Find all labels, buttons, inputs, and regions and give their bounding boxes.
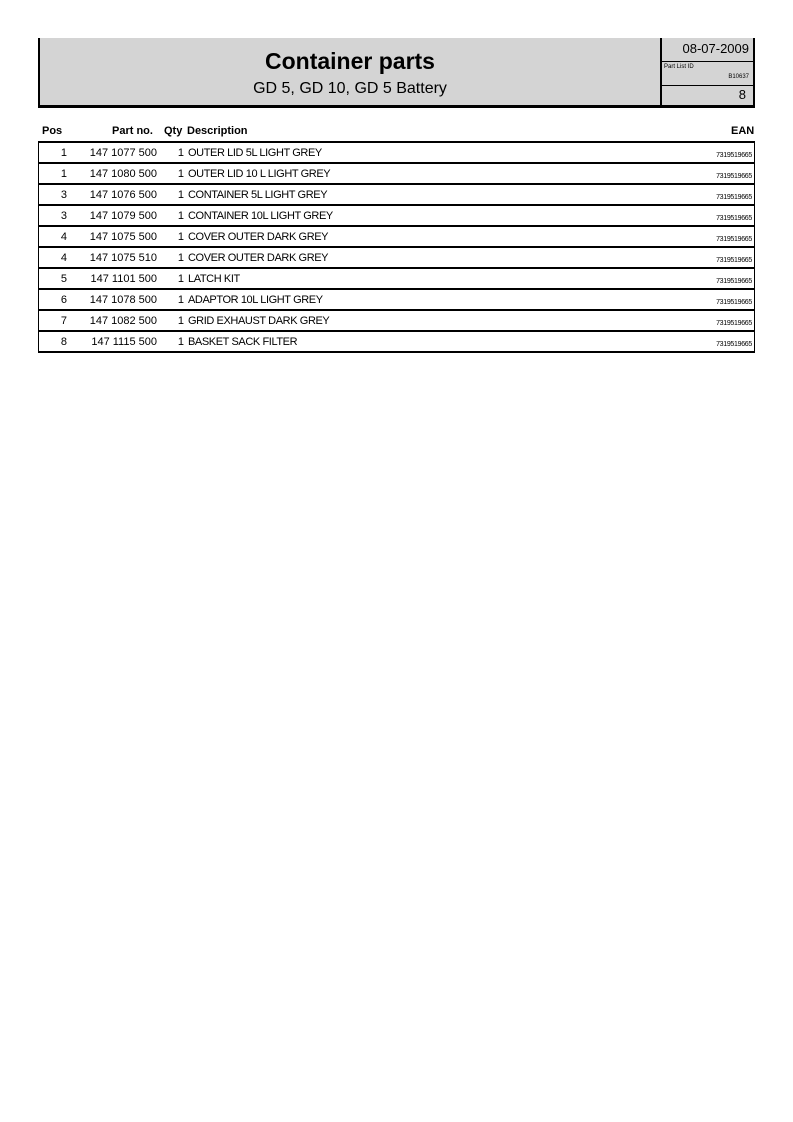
cell-pos: 8 bbox=[60, 336, 67, 348]
document-title: Container parts bbox=[265, 48, 435, 74]
cell-description: BASKET SACK FILTER bbox=[188, 336, 298, 348]
page-number: 8 bbox=[738, 87, 746, 102]
document-subtitle: GD 5, GD 10, GD 5 Battery bbox=[253, 80, 447, 97]
table-row bbox=[38, 206, 755, 227]
cell-description: CONTAINER 10L LIGHT GREY bbox=[188, 210, 333, 222]
title-area bbox=[40, 38, 660, 105]
cell-part-no: 147 1075 500 bbox=[89, 231, 157, 243]
cell-part-no: 147 1115 500 bbox=[91, 336, 157, 348]
table-row bbox=[38, 227, 755, 248]
cell-qty: 1 bbox=[177, 252, 184, 264]
table-row bbox=[38, 185, 755, 206]
document-meta bbox=[660, 38, 755, 105]
cell-part-no: 147 1082 500 bbox=[89, 315, 157, 327]
cell-description: COVER OUTER DARK GREY bbox=[188, 252, 329, 264]
cell-pos: 3 bbox=[60, 189, 67, 201]
cell-ean: 7319519665 bbox=[716, 173, 752, 180]
document-header bbox=[38, 38, 755, 108]
cell-ean: 7319519665 bbox=[716, 215, 752, 222]
cell-ean: 7319519665 bbox=[716, 152, 752, 159]
cell-ean: 7319519665 bbox=[716, 278, 752, 285]
cell-pos: 5 bbox=[60, 273, 67, 285]
cell-pos: 3 bbox=[60, 210, 67, 222]
cell-ean: 7319519665 bbox=[716, 236, 752, 243]
cell-ean: 7319519665 bbox=[716, 320, 752, 327]
cell-part-no: 147 1076 500 bbox=[89, 189, 157, 201]
cell-qty: 1 bbox=[177, 189, 184, 201]
column-header-ean: EAN bbox=[731, 125, 755, 137]
cell-pos: 4 bbox=[60, 252, 67, 264]
cell-pos: 7 bbox=[60, 315, 67, 327]
table-row bbox=[38, 248, 755, 269]
cell-part-no: 147 1101 500 bbox=[90, 273, 157, 285]
cell-description: ADAPTOR 10L LIGHT GREY bbox=[188, 294, 323, 306]
part-list-id-label: Part List ID bbox=[664, 64, 694, 70]
cell-part-no: 147 1075 510 bbox=[89, 252, 157, 264]
cell-qty: 1 bbox=[177, 273, 184, 285]
cell-part-no: 147 1077 500 bbox=[89, 147, 157, 159]
column-header-part-no: Part no. bbox=[112, 125, 153, 137]
part-list-id-value: B10637 bbox=[728, 74, 749, 80]
cell-qty: 1 bbox=[177, 210, 184, 222]
table-row bbox=[38, 332, 755, 353]
cell-ean: 7319519665 bbox=[716, 257, 752, 264]
cell-description: OUTER LID 5L LIGHT GREY bbox=[188, 147, 322, 159]
cell-ean: 7319519665 bbox=[716, 341, 752, 348]
parts-table bbox=[38, 143, 755, 353]
cell-description: LATCH KIT bbox=[188, 273, 240, 285]
table-row bbox=[38, 290, 755, 311]
cell-description: OUTER LID 10 L LIGHT GREY bbox=[188, 168, 331, 180]
cell-qty: 1 bbox=[177, 168, 184, 180]
column-header-description: Description bbox=[187, 125, 248, 137]
cell-qty: 1 bbox=[177, 231, 184, 243]
table-row bbox=[38, 143, 755, 164]
column-header-pos: Pos bbox=[42, 125, 63, 137]
cell-ean: 7319519665 bbox=[716, 299, 752, 306]
part-list-id-box bbox=[662, 61, 755, 86]
document-date: 08-07-2009 bbox=[682, 41, 749, 56]
cell-part-no: 147 1078 500 bbox=[89, 294, 157, 306]
cell-pos: 6 bbox=[60, 294, 67, 306]
cell-description: GRID EXHAUST DARK GREY bbox=[188, 315, 330, 327]
cell-part-no: 147 1079 500 bbox=[89, 210, 157, 222]
cell-ean: 7319519665 bbox=[716, 194, 752, 201]
cell-description: COVER OUTER DARK GREY bbox=[188, 231, 329, 243]
cell-qty: 1 bbox=[177, 336, 184, 348]
table-row bbox=[38, 164, 755, 185]
table-row bbox=[38, 311, 755, 332]
cell-qty: 1 bbox=[177, 294, 184, 306]
cell-pos: 1 bbox=[60, 147, 67, 159]
cell-pos: 4 bbox=[60, 231, 67, 243]
table-row bbox=[38, 269, 755, 290]
cell-qty: 1 bbox=[177, 315, 184, 327]
cell-qty: 1 bbox=[177, 147, 184, 159]
cell-part-no: 147 1080 500 bbox=[89, 168, 157, 180]
cell-pos: 1 bbox=[60, 168, 67, 180]
column-header-qty: Qty bbox=[164, 125, 183, 137]
cell-description: CONTAINER 5L LIGHT GREY bbox=[188, 189, 328, 201]
